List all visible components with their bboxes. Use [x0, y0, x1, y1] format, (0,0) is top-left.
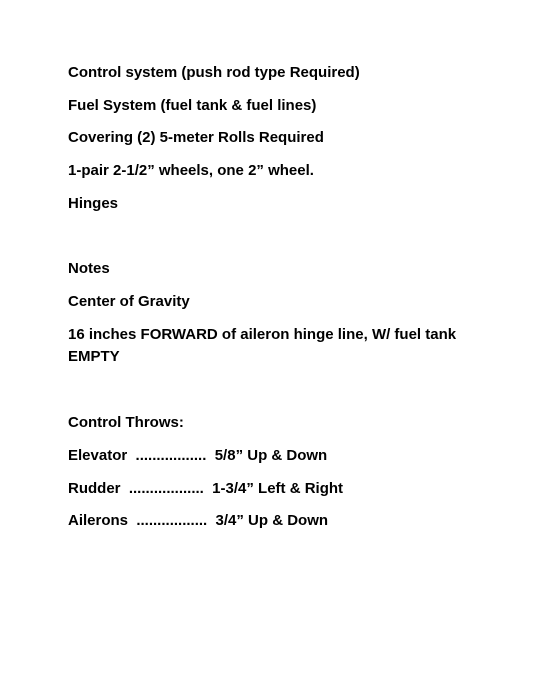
control-throws-heading: Control Throws:: [68, 414, 184, 431]
requirement-fuel-system: Fuel System (fuel tank & fuel lines): [68, 97, 317, 114]
requirement-control-system: Control system (push rod type Required): [68, 64, 360, 81]
throw-elevator: Elevator ................. 5/8” Up & Down: [68, 447, 328, 464]
throw-rudder: Rudder .................. 1-3/4” Left & Right: [68, 480, 344, 497]
throw-ailerons: Ailerons ................. 3/4” Up & Down: [68, 512, 329, 529]
notes-heading: Notes: [68, 260, 110, 277]
requirement-hinges: Hinges: [68, 195, 119, 212]
requirement-covering: Covering (2) 5-meter Rolls Required: [68, 129, 324, 146]
cg-heading: Center of Gravity: [68, 293, 190, 310]
requirement-wheels: 1-pair 2-1/2” wheels, one 2” wheel.: [68, 162, 314, 179]
cg-text: 16 inches FORWARD of aileron hinge line, W/ fuel tank EMPTY: [68, 326, 457, 365]
